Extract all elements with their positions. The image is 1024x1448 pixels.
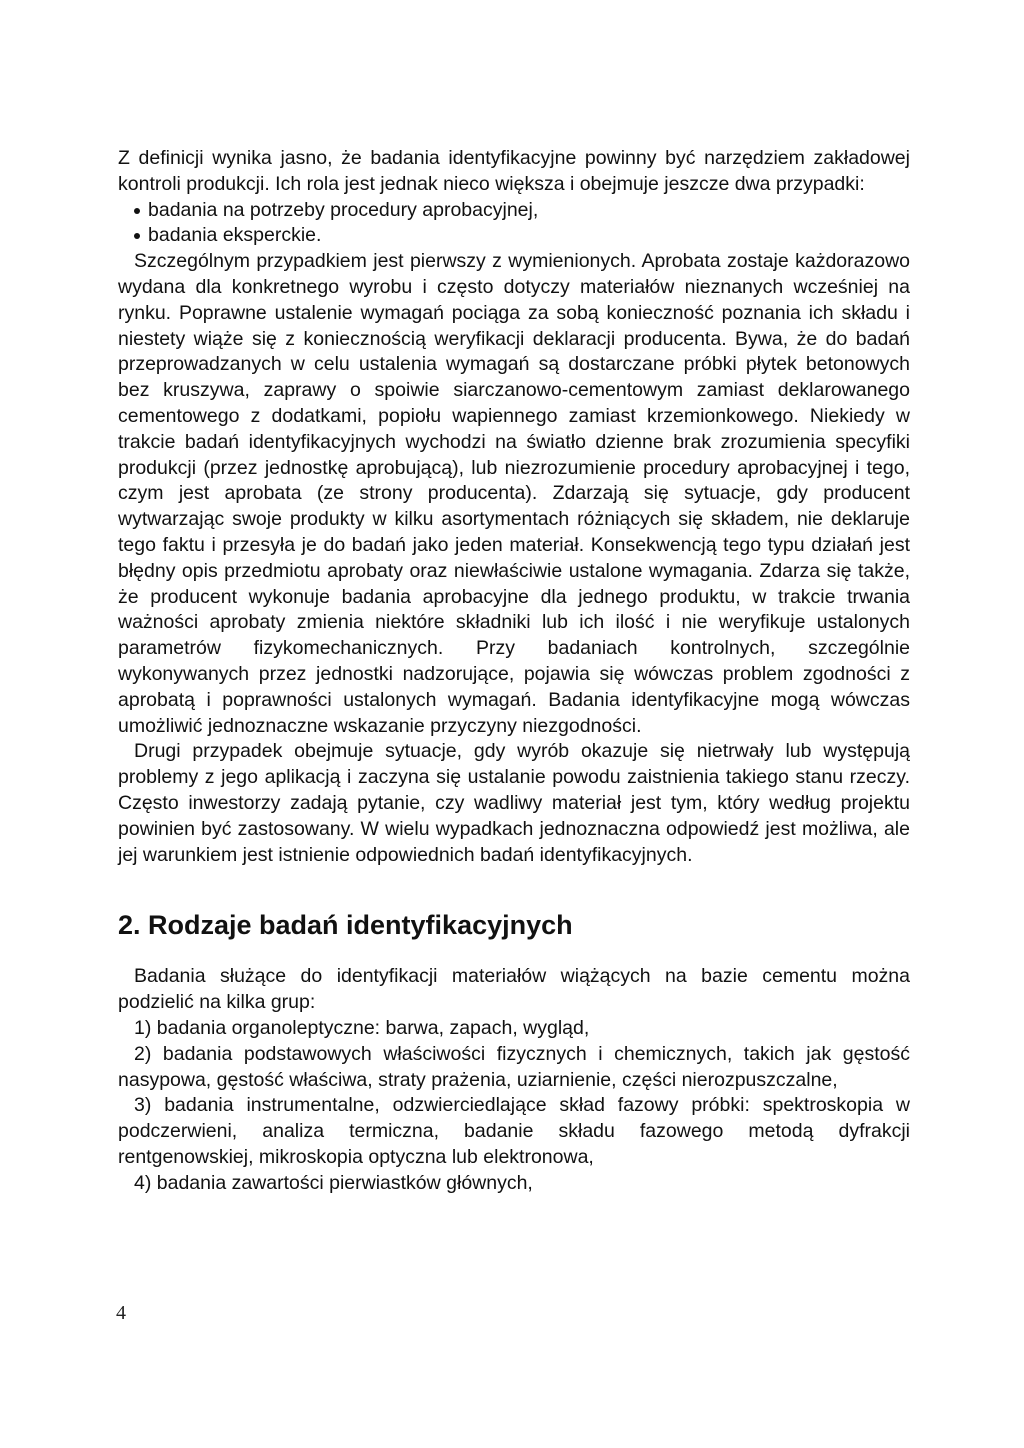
paragraph-expert-case: Drugi przypadek obejmuje sytuacje, gdy wyrób okazuje się nietrwały lub występują problemy z jego aplikacją i zaczyna się ustalanie powodu zaistnienia takiego stanu rzeczy. Często inwestorzy zadają pytanie, czy wadliwy materiał jest tym, który według projektu powinien być zastosowany. W wielu wypadkach jednoznaczna odpowiedź jest możliwa, ale jej warunkiem jest istnienie odpowiednich badań identyfikacyjnych. <box>118 740 910 866</box>
bullet-item: badania eksperckie. <box>134 223 910 249</box>
paragraph-intro: Z definicji wynika jasno, że badania identyfikacyjne powinny być narzędziem zakładowej kontroli produkcji. Ich rola jest jednak nieco większa i obejmuje jeszcze dwa przypadki: <box>118 147 910 195</box>
section-heading: 2. Rodzaje badań identyfikacyjnych <box>118 910 573 941</box>
paragraph-approval-case: Szczególnym przypadkiem jest pierwszy z wymienionych. Aprobata zostaje każdorazowo wydana dla konkretnego wyrobu i często dotyczy materiałów nieznanych wcześniej na rynku. Poprawne ustalenie wymagań pociąga za sobą konieczność poznania ich składu i niestety wiąże się z koniecznością weryfikacji deklaracji producenta. Bywa, że do badań przeprowadzanych w celu ustalenia wymagań są dostarczane próbki płytek betonowych bez kruszywa, zaprawy o spoiwie siarczanowo-cementowym zamiast deklarowanego cementowego z dodatkami, popiołu wapiennego zamiast krzemionkowego. Niekiedy w trakcie badań identyfikacyjnych wychodzi na światło dzienne brak zrozumienia specyfiki produkcji (przez jednostkę aprobującą), lub niezrozumienie procedury aprobacyjnej i tego, czym jest aprobata (ze strony producenta). Zdarzają się sytuacje, gdy producent wytwarzając swoje produkty w kilku asortymentach różniących się składem, nie deklaruje tego faktu i przesyła je do badań jako jeden materiał. Konsekwencją tego typu działań jest błędny opis przedmiotu aprobaty oraz niewłaściwie ustalone wymagania. Zdarza się także, że producent wykonuje badania aprobacyjne dla jednego produktu, w trakcie trwania ważności aprobaty zmienia niektóre składniki lub ich ilość i nie weryfikuje ustalonych parametrów fizykomechanicznych. Przy badaniach kontrolnych, szczególnie wykonywanych przez jednostki nadzorujące, pojawia się wówczas problem zgodności z aprobatą i poprawności ustalonych wymagań. Badania identyfikacyjne mogą wówczas umożliwić jednoznaczne wskazanie przyczyny niezgodności. <box>118 250 910 737</box>
list-item-group-1: 1) badania organoleptyczne: barwa, zapach, wygląd, <box>134 1016 590 1039</box>
page-body <box>118 146 910 1196</box>
list-item-group-3: 3) badania instrumentalne, odzwierciedlające skład fazowy próbki: spektroskopia w podczerwieni, analiza termiczna, badanie składu fazowego metodą dyfrakcji rentgenowskiej, mikroskopia optyczna lub elektronowa, <box>118 1094 910 1168</box>
bullet-item: badania na potrzeby procedury aprobacyjnej, <box>134 198 910 224</box>
paragraph-groups-intro: Badania służące do identyfikacji materiałów wiążących na bazie cementu można podzielić na kilka grup: <box>118 965 910 1014</box>
bullet-list <box>118 198 910 250</box>
list-item-group-2: 2) badania podstawowych właściwości fizycznych i chemicznych, takich jak gęstość nasypowa, gęstość właściwa, straty prażenia, uziarnienie, części nierozpuszczalne, <box>118 1042 910 1091</box>
page-number: 4 <box>116 1302 126 1324</box>
list-item-group-4: 4) badania zawartości pierwiastków głównych, <box>134 1171 533 1194</box>
